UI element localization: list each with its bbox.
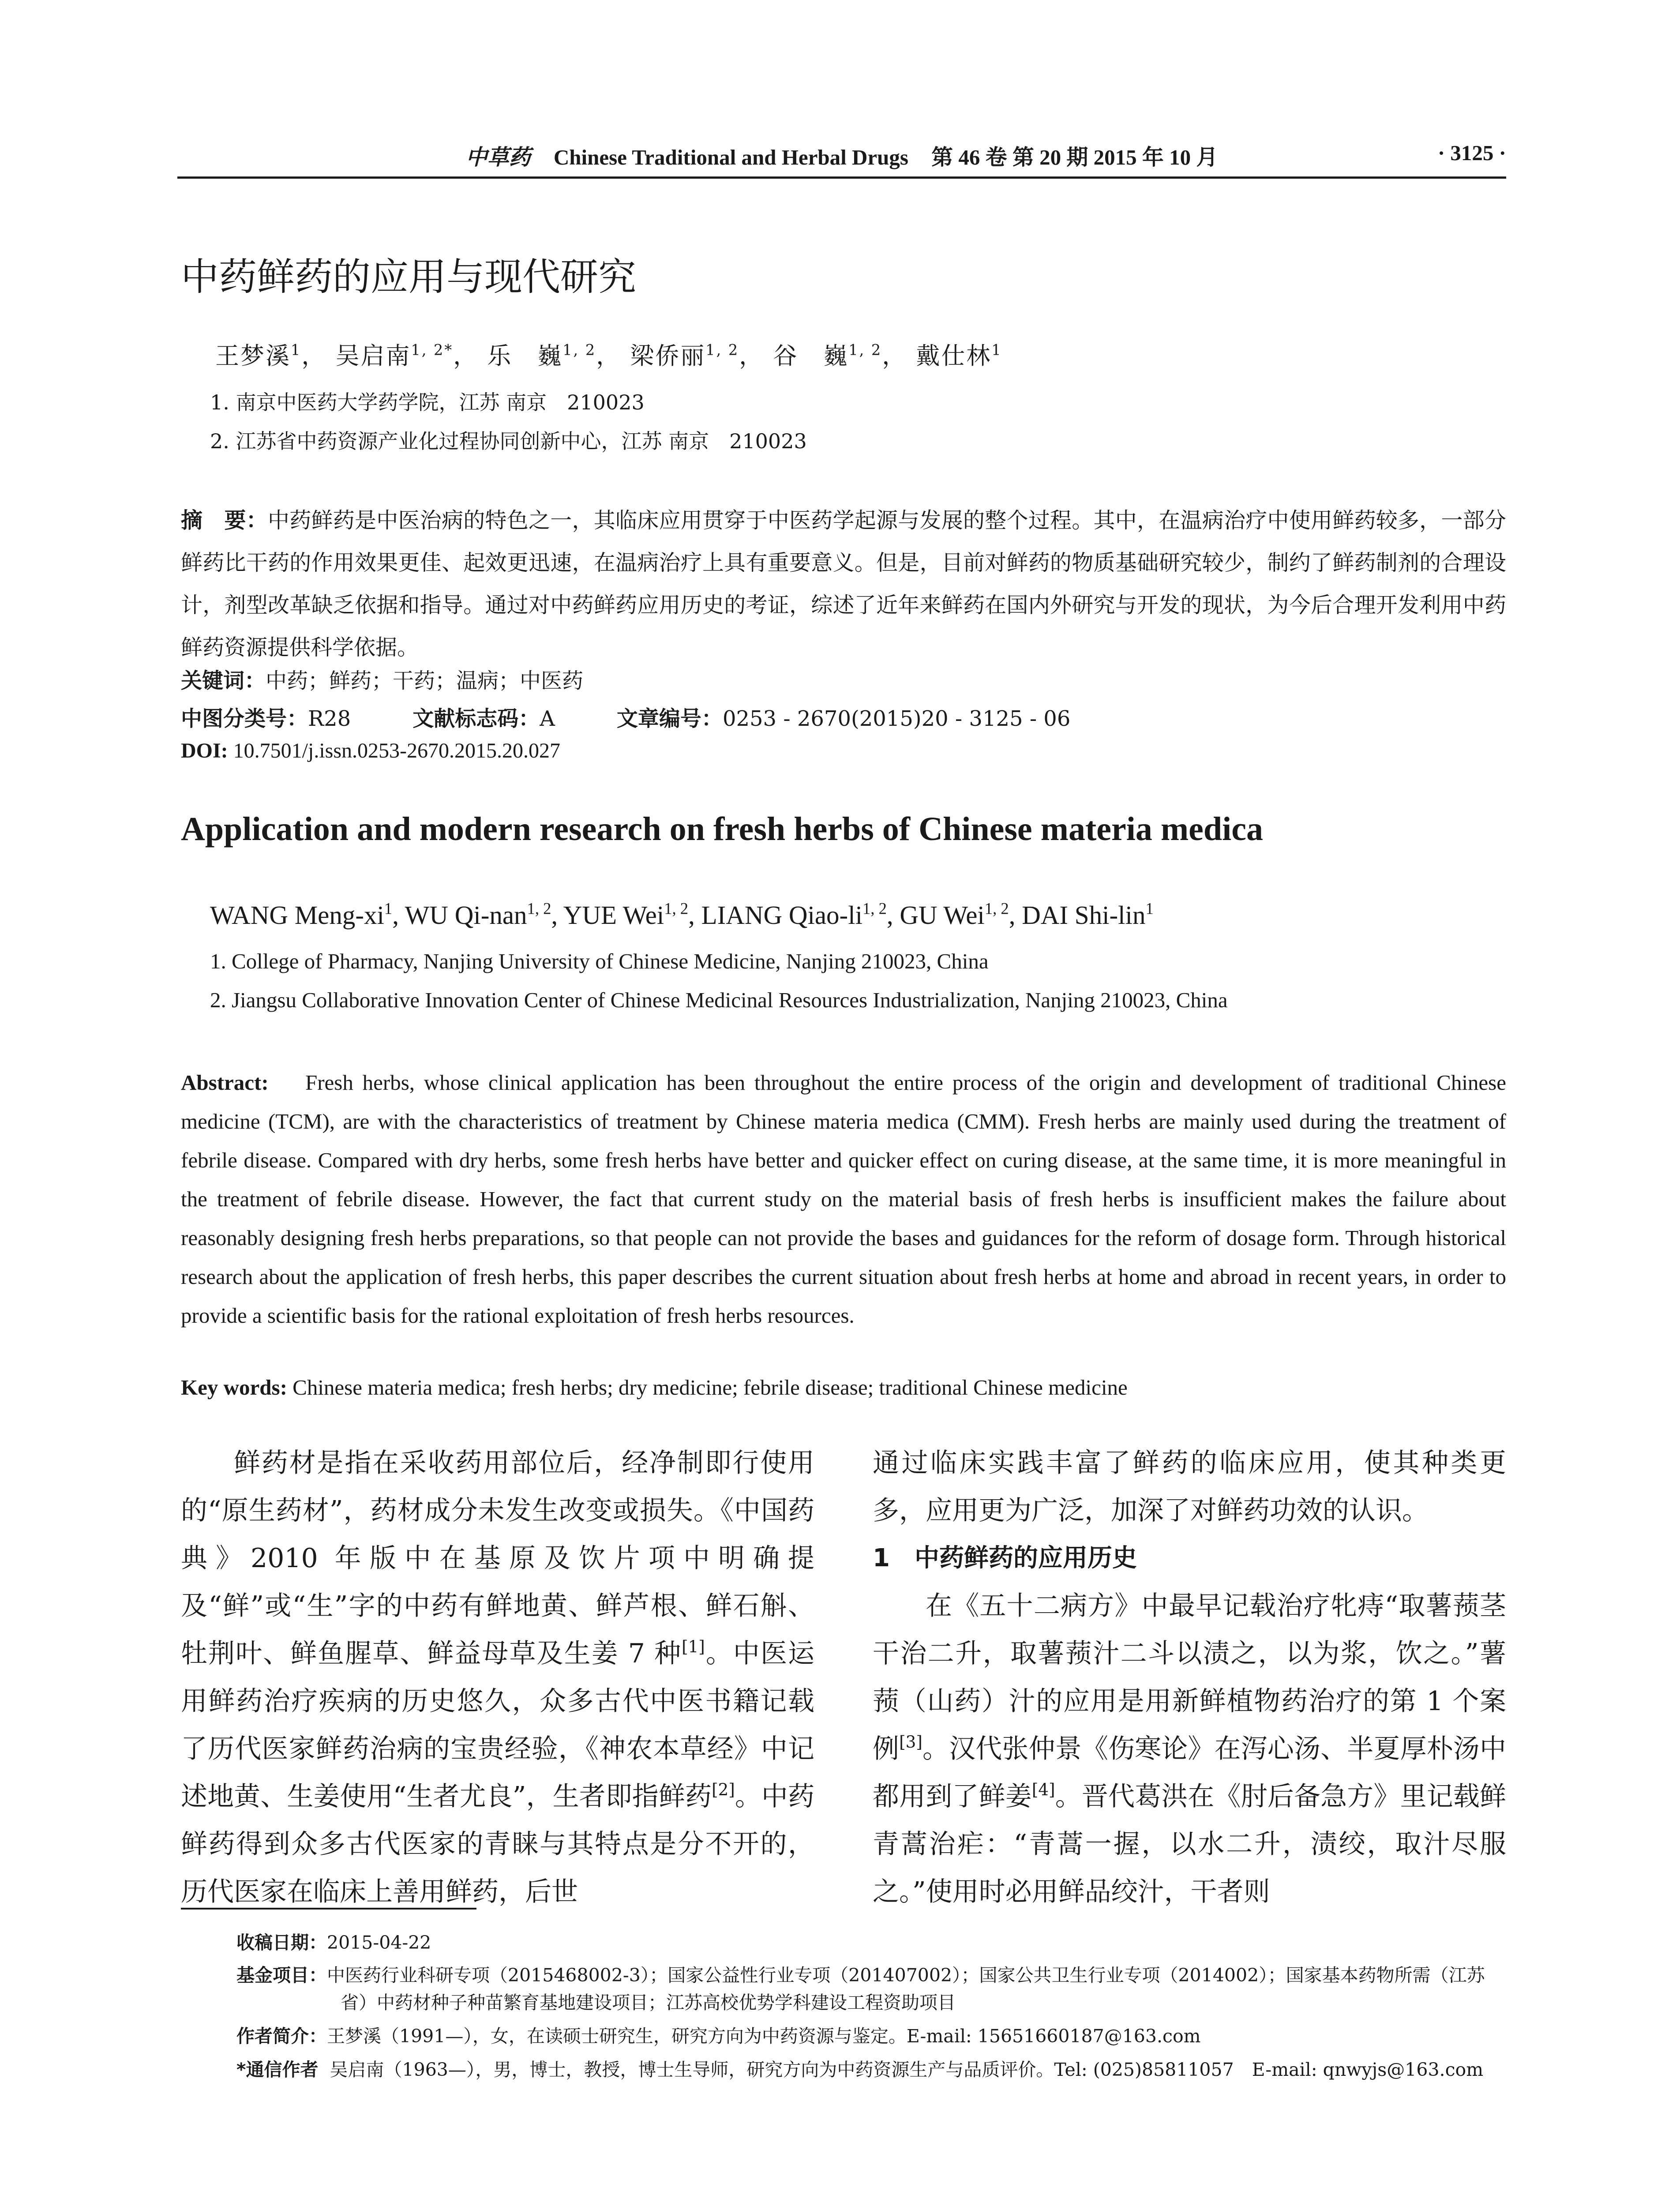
- author-cn: 戴仕林: [916, 342, 992, 370]
- author-en: LIANG Qiao-li: [701, 900, 862, 930]
- page-number: · 3125 ·: [1437, 141, 1506, 165]
- corresponding-label: *通信作者: [236, 2059, 319, 2080]
- running-header: [177, 140, 1506, 178]
- article-number-value: 0253 - 2670(2015)20 - 3125 - 06: [722, 706, 1071, 731]
- journal-name-en: Chinese Traditional and Herbal Drugs: [553, 145, 908, 169]
- body-column-right: [873, 1439, 1506, 1916]
- abstract-en: [181, 1063, 1506, 1335]
- author-affiliation-mark: 1: [291, 341, 302, 359]
- received-date: 2015-04-22: [327, 1932, 431, 1953]
- author-cn: 王梦溪: [215, 342, 291, 370]
- body-paragraph: [181, 1439, 814, 1916]
- citation-ref[interactable]: [3]: [899, 1732, 922, 1752]
- section-heading: 1 中药鲜药的应用历史: [873, 1544, 1137, 1572]
- author-en: WANG Meng-xi: [210, 900, 384, 930]
- author-affiliation-mark: 1: [991, 341, 1002, 359]
- keywords-en: [181, 1375, 1128, 1400]
- bio-label: 作者简介：: [236, 2026, 327, 2047]
- author-cn: 吴启南: [335, 342, 411, 370]
- body-column-left: [181, 1439, 814, 1916]
- footnote-bio: [236, 2022, 1506, 2050]
- body-text: 。晋代葛洪在《肘后备急方》里记载鲜青蒿治疟：“青蒿一握，以水二升，渍绞，取汁尽服之。”使用时必用鲜品绞汁，干者则: [873, 1781, 1507, 1907]
- classification-line: [181, 702, 1070, 732]
- author-affiliation-mark: 1, 2*: [411, 341, 454, 359]
- citation-ref[interactable]: [1]: [682, 1636, 705, 1656]
- author-affiliation-mark: 1, 2: [848, 341, 882, 359]
- abstract-cn-text: 中药鲜药是中医治病的特色之一，其临床应用贯穿于中医药学起源与发展的整个过程。其中，在温病治疗中使用鲜药较多，一部分鲜药比干药的作用效果更佳、起效更迅速，在温病治疗上具有重要意义。但是，目前对鲜药的物质基础研究较少，制约了鲜药制剂的合理设计，剂型改革缺乏依据和指导。通过对中药鲜药应用历史的考证，综述了近年来鲜药在国内外研究与开发的现状，为今后合理开发利用中药鲜药资源提供科学依据。: [181, 508, 1506, 660]
- affiliation-cn-1: 1. 南京中医药大学药学院，江苏 南京 210023: [210, 390, 645, 414]
- doc-code-label: 文献标志码：: [412, 706, 540, 731]
- journal-issue: 第 46 卷 第 20 期 2015 年 10 月: [931, 145, 1218, 169]
- article-number-label: 文章编号：: [616, 706, 723, 731]
- footnote-rule: [181, 1908, 476, 1910]
- header-rule: [177, 176, 1506, 179]
- author-affiliation-mark: 1, 2: [862, 899, 887, 918]
- keywords-en-label: Key words:: [181, 1375, 287, 1399]
- author-en: WU Qi-nan: [405, 900, 527, 930]
- author-affiliation-mark: 1: [1145, 899, 1154, 918]
- body-text: 在《五十二病方》中最早记载治疗牝痔“取薯蓣茎干治二升，取薯蓣汁二斗以渍之，以为浆，饮之。”薯蓣（山药）汁的应用是用新鲜植物药治疗的第 1 个案例: [873, 1591, 1506, 1764]
- fund-label: 基金项目：: [236, 1965, 327, 1986]
- authors-en: WANG Meng-$xi^1$, WU Qi-nan$^{1, 2}$, YUE Wei$^{1, 2}$, LIANG Qiao-li$^{1, 2}$, GU Wei$^{1, 2}$, DAI Shi-lin$^1$: [210, 899, 1154, 930]
- body-text: 。中药鲜药得到众多古代医家的青睐与其特点是分不开的，历代医家在临床上善用鲜药，后世: [181, 1781, 814, 1907]
- title-cn: 中药鲜药的应用与现代研究: [181, 255, 636, 299]
- author-en: DAI Shi-lin: [1022, 900, 1146, 930]
- body-text: 鲜药材是指在采收药用部位后，经净制即行使用的“原生药材”，药材成分未发生改变或损失。《中国药典》2010 年版中在基原及饮片项中明确提及“鲜”或“生”字的中药有鲜地黄、鲜芦根、鲜石斛、牡荆叶、鲜鱼腥草、鲜益母草及生姜 7 种: [181, 1448, 814, 1669]
- body-text: 。中医运用鲜药治疗疾病的历史悠久，众多古代中医书籍记载了历代医家鲜药治病的宝贵经验，《神农本草经》中记述地黄、生姜使用“生者尤良”，生者即指鲜药: [181, 1638, 814, 1812]
- body-paragraph: 通过临床实践丰富了鲜药的临床应用，使其种类更多，应用更为广泛，加深了对鲜药功效的认识。: [873, 1448, 1506, 1526]
- author-affiliation-mark: 1, 2: [562, 341, 596, 359]
- body-text: 。汉代张仲景《伤寒论》在泻心汤、半夏厚朴汤中都用到了鲜姜: [873, 1733, 1507, 1812]
- fund-text: 中医药行业科研专项（2015468002-3）；国家公益性行业专项（201407002）；国家公共卫生行业专项（2014002）；国家基本药物所需（江苏省）中药材种子种苗繁育基地建设项目；江苏高校优势学科建设工程资助项目: [327, 1965, 1485, 2013]
- affiliation-en-2: 2. Jiangsu Collaborative Innovation Center of Chinese Medicinal Resources Industrialization, Nanjing 210023, China: [210, 988, 1228, 1012]
- journal-name-cn: 中草药: [465, 144, 531, 170]
- author-cn: 谷 巍: [773, 342, 849, 370]
- author-affiliation-mark: 1, 2: [705, 341, 739, 359]
- footnote-fund: [236, 1962, 1506, 2016]
- author-cn: 梁侨丽: [630, 342, 706, 370]
- abstract-cn: [181, 499, 1506, 669]
- author-affiliation-mark: 1: [384, 899, 393, 918]
- received-label: 收稿日期：: [236, 1932, 327, 1953]
- body-paragraph: [873, 1582, 1506, 1916]
- footnote-corresponding: [236, 2056, 1506, 2083]
- abstract-en-text: Fresh herbs, whose clinical application has been throughout the entire process of the origin and development of traditional Chinese medicine (TCM), are with the characteristics of treatment by Chinese materia medica (CMM). Fresh herbs are mainly used during the treatment of febrile disease. Compared with dry herbs, some fresh herbs have better and quicker effect on curing disease, at the same time, it is more meaningful in the treatment of febrile disease. However, the fact that current study on the material basis of fresh herbs is insufficient makes the failure about reasonably designing fresh herbs preparations, so that people can not provide the bases and guidances for the reform of dosage form. Through historical research about the application of fresh herbs, this paper describes the current situation about fresh herbs at home and abroad in recent years, in order to provide a scientific basis for the rational exploitation of fresh herbs resources.: [181, 1070, 1506, 1328]
- author-affiliation-mark: 1, 2: [984, 899, 1009, 918]
- doi-line: [181, 739, 560, 763]
- author-affiliation-mark: 1, 2: [664, 899, 689, 918]
- affiliation-en-1: 1. College of Pharmacy, Nanjing University of Chinese Medicine, Nanjing 210023, China: [210, 949, 989, 973]
- clc-label: 中图分类号：: [181, 706, 308, 731]
- abstract-en-label: Abstract:: [181, 1070, 269, 1095]
- citation-ref[interactable]: [4]: [1031, 1779, 1055, 1799]
- author-en: GU Wei: [900, 900, 985, 930]
- journal-header: [177, 140, 1506, 171]
- citation-ref[interactable]: [2]: [712, 1779, 735, 1799]
- author-affiliation-mark: 1, 2: [527, 899, 551, 918]
- doi-value[interactable]: 10.7501/j.issn.0253-2670.2015.20.027: [233, 739, 561, 762]
- keywords-cn-text: 中药；鲜药；干药；温病；中医药: [266, 668, 584, 693]
- authors-cn: 王梦溪$^1$， 吴启南$^{1, 2*}$， 乐 巍$^{1, 2}$， 梁侨丽$^{1, 2}$， 谷 巍$^{1, 2}$， 戴仕林$^1$: [215, 341, 1002, 370]
- keywords-cn: [181, 664, 583, 694]
- footnote-received: [236, 1929, 1506, 1956]
- author-cn: 乐 巍: [487, 342, 563, 370]
- affiliation-cn-2: 2. 江苏省中药资源产业化过程协同创新中心，江苏 南京 210023: [210, 429, 807, 453]
- bio-text: 王梦溪（1991—），女，在读硕士研究生，研究方向为中药资源与鉴定。E-mail: 15651660187@163.com: [327, 2026, 1201, 2047]
- corresponding-text: 吴启南（1963—），男，博士，教授，博士生导师，研究方向为中药资源生产与品质评价。Tel: (025)85811057 E-mail: qnwyjs@163.com: [330, 2059, 1484, 2080]
- doi-label: DOI:: [181, 739, 228, 762]
- clc-value: R28: [308, 706, 351, 731]
- abstract-cn-label: 摘 要：: [181, 508, 268, 533]
- author-en: YUE Wei: [563, 900, 664, 930]
- title-en: Application and modern research on fresh herbs of Chinese materia medica: [181, 810, 1264, 848]
- doc-code-value: A: [540, 706, 555, 731]
- keywords-en-text: Chinese materia medica; fresh herbs; dry medicine; febrile disease; traditional Chinese medicine: [292, 1375, 1128, 1399]
- keywords-cn-label: 关键词：: [181, 668, 266, 693]
